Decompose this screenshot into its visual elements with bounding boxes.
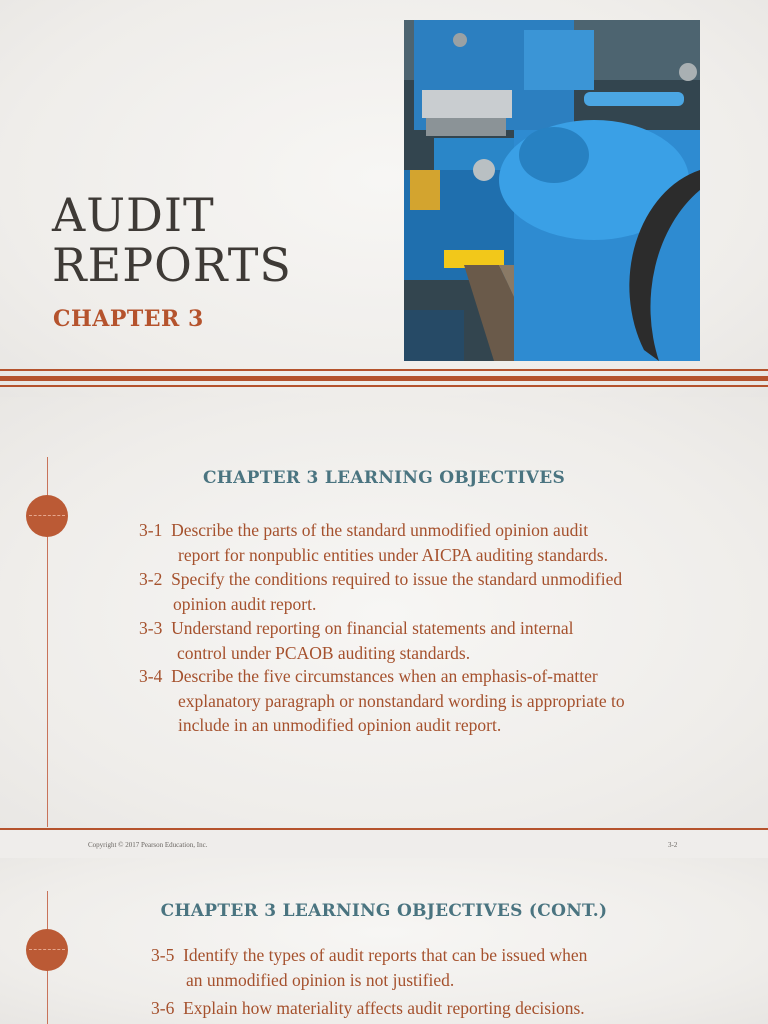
objective-text: Describe the five circumstances when an emphasis-of-matter [171,666,598,686]
title-slide [0,0,768,397]
objectives-slide [0,397,768,830]
page-number: 3-2 [668,841,678,849]
objective-number: 3-4 [139,666,163,686]
objective-item [139,567,622,616]
objectives-cont-slide [0,858,768,1024]
objective-text: opinion audit report. [173,593,317,614]
title-line-2: REPORTS [52,238,292,292]
objective-item [139,518,608,567]
objective-number: 3-5 [151,945,175,965]
objective-text: include in an unmodified opinion audit report. [178,715,502,735]
copyright-text: Copyright © 2017 Pearson Education, Inc. [88,841,208,849]
objective-number: 3-6 [151,998,175,1018]
objective-text: explanatory paragraph or nonstandard wording is appropriate to [178,690,625,711]
objective-text: control under PCAOB auditing standards. [177,642,471,663]
title-line-1: AUDIT [52,188,215,242]
objective-text: Describe the parts of the standard unmodified opinion audit [171,520,589,540]
objective-item [151,996,585,1021]
divider-line [0,385,768,387]
objective-text: Explain how materiality affects audit reporting decisions. [183,998,585,1018]
objective-text: Understand reporting on financial statements and internal [171,618,574,638]
objective-text: an unmodified opinion is not justified. [186,969,455,990]
lathe-machine-photo [404,20,700,361]
objective-number: 3-1 [139,520,163,540]
objective-item [151,943,587,992]
chapter-subtitle: CHAPTER 3 [53,306,204,332]
objective-text: report for nonpublic entities under AICPA auditing standards. [178,544,608,565]
slide-heading: CHAPTER 3 LEARNING OBJECTIVES (CONT.) [160,901,608,921]
accent-circle [26,929,68,971]
divider-line [0,828,768,830]
objective-text: Specify the conditions required to issue the standard unmodified [171,569,623,589]
objective-text: Identify the types of audit reports that can be issued when [183,945,588,965]
objective-number: 3-2 [139,569,163,589]
objective-number: 3-3 [139,618,163,638]
objective-item [139,616,573,665]
divider-bar [0,376,768,381]
slide-title [52,190,292,290]
slide-heading: CHAPTER 3 LEARNING OBJECTIVES [202,468,566,488]
accent-circle [26,495,68,537]
objective-item [139,664,625,738]
divider-line [0,369,768,371]
